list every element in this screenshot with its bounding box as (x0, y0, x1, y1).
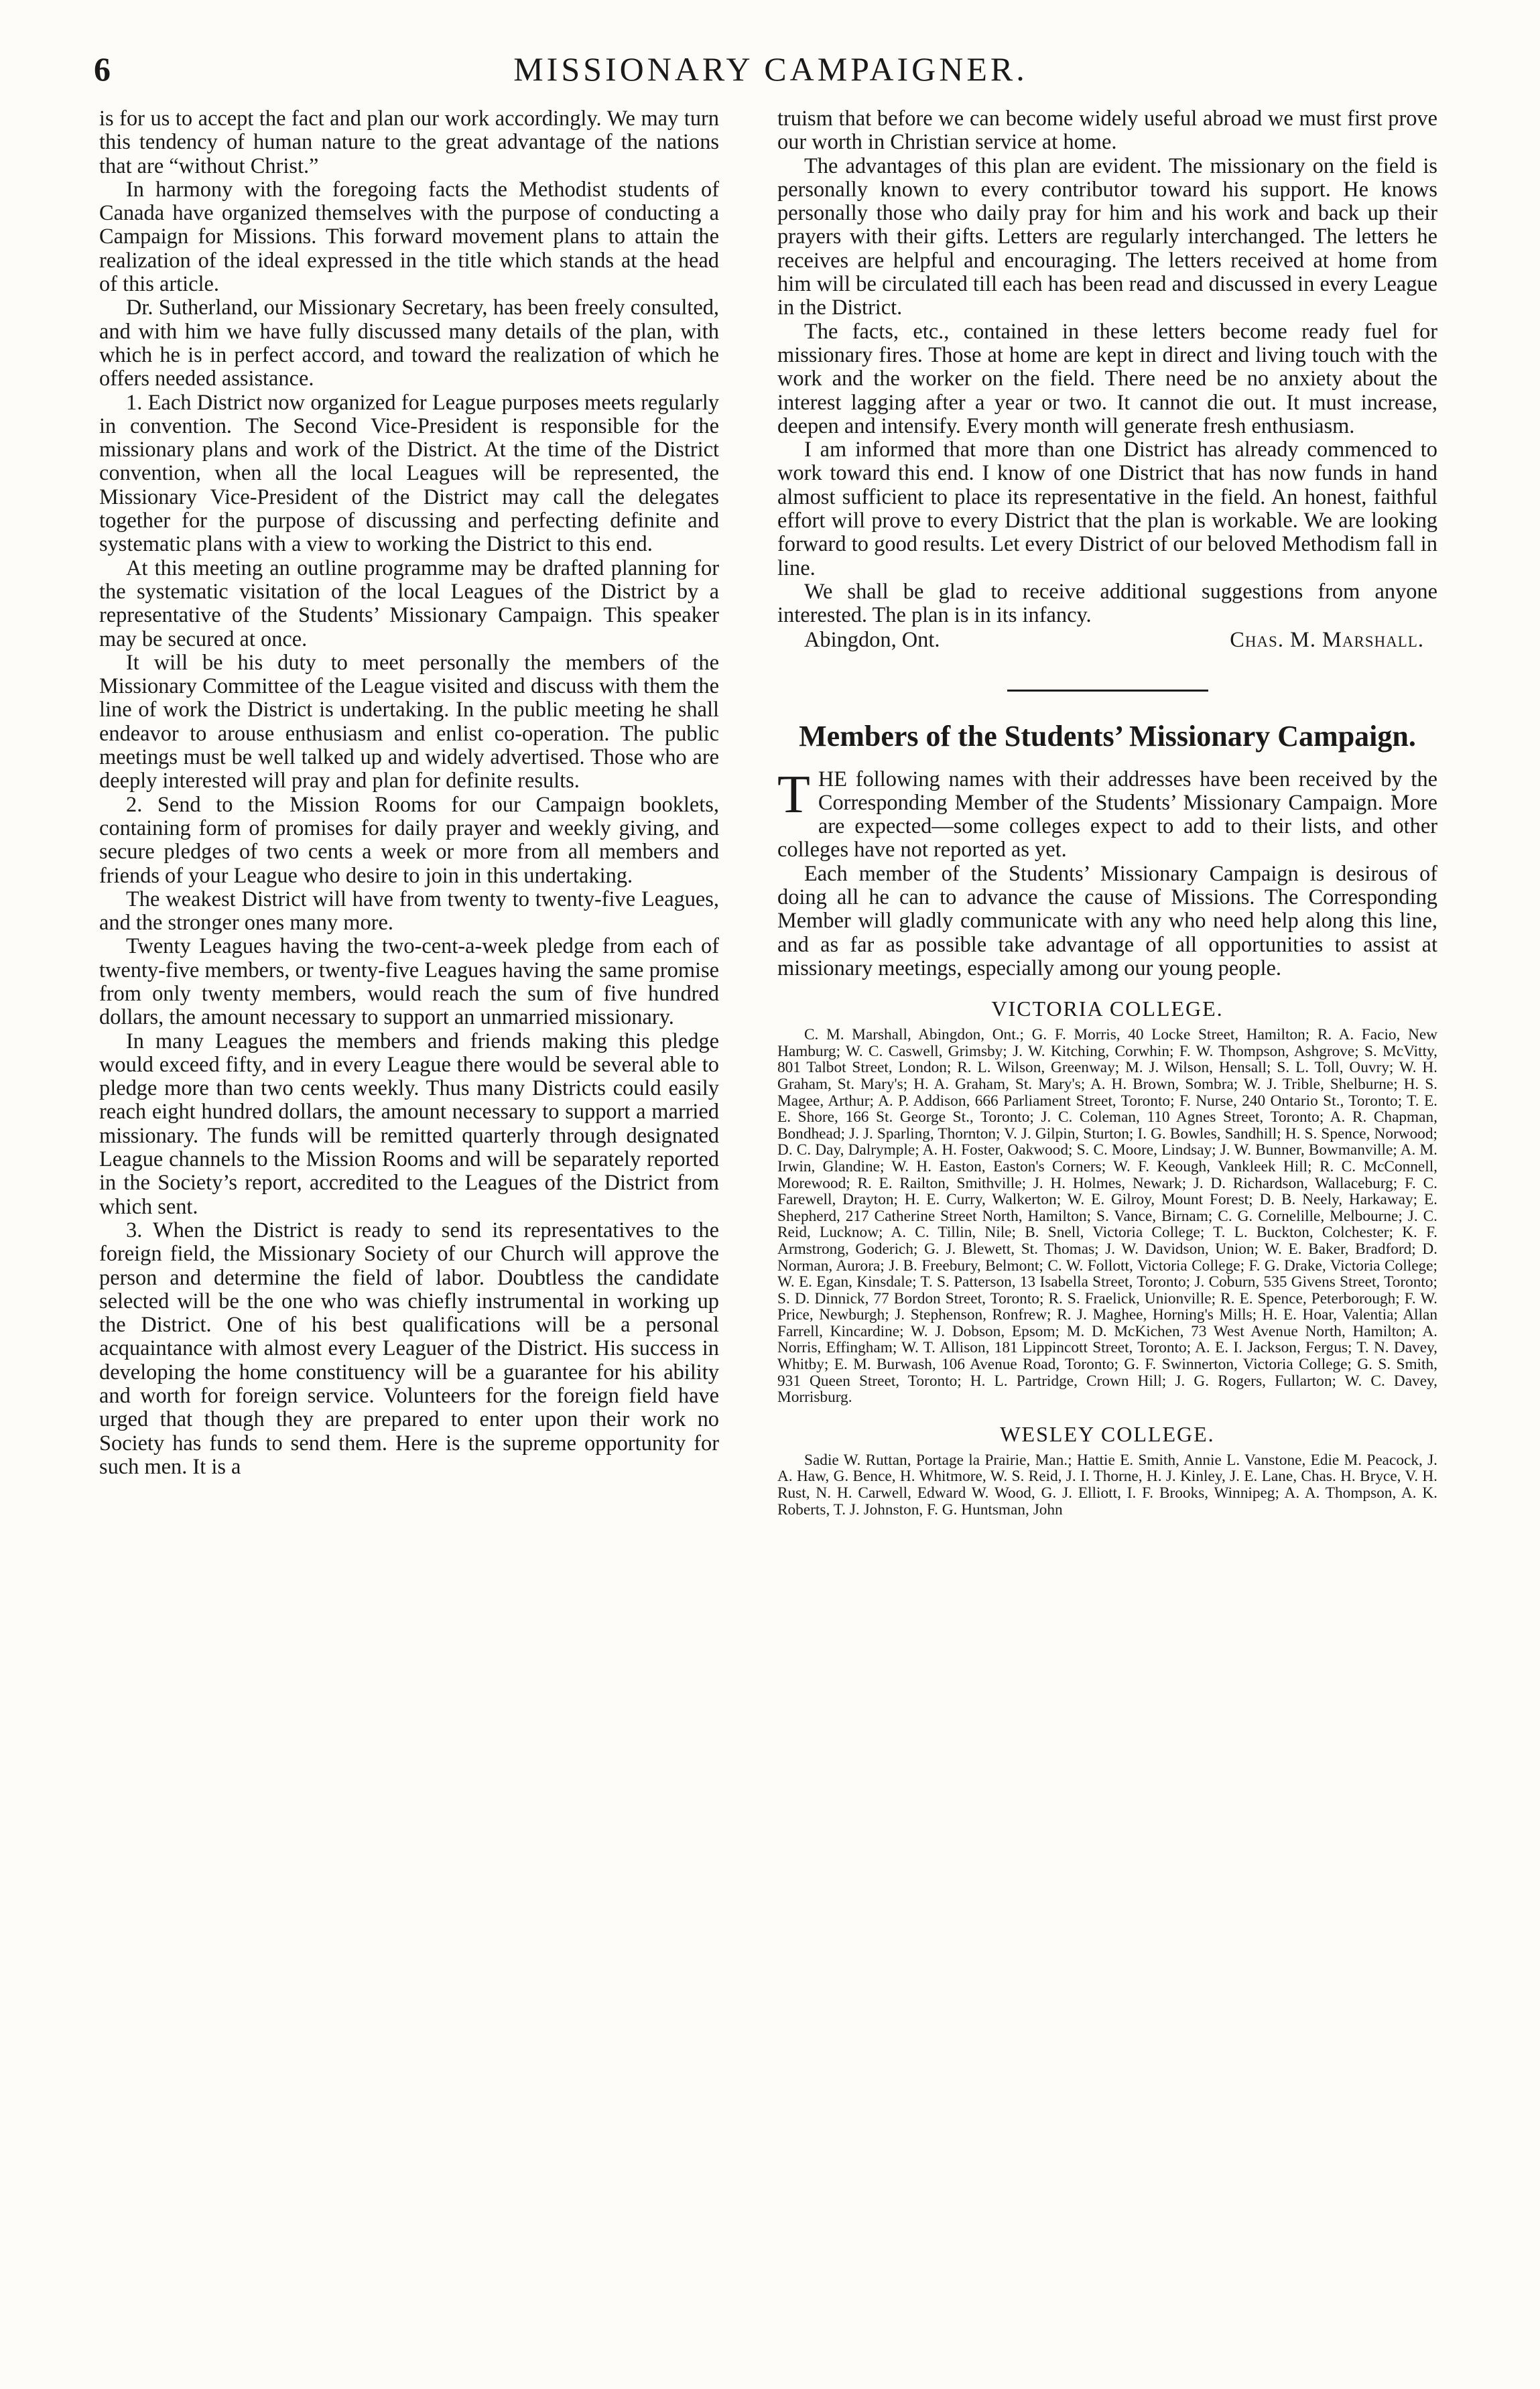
paragraph: 3. When the District is ready to send its representatives to the foreign field, the Missionary Society of our Church will approve the person and determine the field of labor. Doubtless the candidate selected will be the one who was chiefly instrumental in working up the District. One of his best qualifications will be a personal acquaintance with almost every Leaguer of the District. His success in developing the home constituency will be a guarantee for his ability and worth for foreign service. Volunteers for the foreign field have urged that though they are prepared to enter upon their work no Society has funds to send them. Here is the supreme opportunity for such men. It is a (99, 1218, 719, 1479)
intro-text: HE following names with their addresses have been received by the Corresponding Member of the Students’ Missionary Campaign. More are expected—some colleges expect to add to their lists, and other colleges have not reported as yet. (777, 767, 1437, 862)
paragraph: We shall be glad to receive additional suggestions from anyone interested. The plan is in its infancy. (777, 579, 1437, 628)
paragraph: 1. Each District now organized for League purposes meets regularly in convention. The Second Vice-President is responsible for the missionary plans and work of the District. At the time of the District convention, when all the local Leagues will be represented, the Missionary Vice-President of the District may call the delegates together for the purpose of discussing and perfecting definite and systematic plans with a view to working the District to this end. (99, 390, 719, 557)
paragraph: In harmony with the foregoing facts the Methodist students of Canada have organized themselves with the purpose of conducting a Campaign for Missions. This forward movement plans to attain the realization of the ideal expressed in the title which stands at the head of this article. (99, 177, 719, 297)
page-header (94, 50, 1448, 96)
signature-name: Chas. M. Marshall. (1230, 627, 1424, 652)
paragraph: Twenty Leagues having the two-cent-a-week pledge from each of twenty-five members, or twenty-five Leagues having the same promise from only twenty members, would reach the sum of five hundred dollars, the amount necessary to support an unmarried missionary. (99, 934, 719, 1030)
paragraph: I am informed that more than one District has already commenced to work toward this end. I know of one District that has now funds in hand almost sufficient to place its representative in the field. An honest, faithful effort will prove to every District that the plan is workable. We are looking forward to good results. Let every District of our beloved Methodism fall in line. (777, 438, 1437, 580)
intro-paragraph (777, 765, 1437, 862)
victoria-college-heading: VICTORIA COLLEGE. (991, 996, 1224, 1021)
paragraph: The advantages of this plan are evident. The missionary on the field is personally known to every contributor toward his support. He knows personally those who daily pray for him and his work and back up their prayers with their gifts. Letters are regularly interchanged. The letters he receives are helpful and encouraging. The letters received at home from him will be circulated till each has been read and discussed in every League in the District. (777, 153, 1437, 320)
paragraph: The facts, etc., contained in these letters become ready fuel for missionary fires. Those at home are kept in direct and living touch with the work and the worker on the field. There need be no anxiety about the interest lagging after a year or two. It cannot die out. It must increase, deepen and intensify. Every month will generate fresh enthusiasm. (777, 319, 1437, 438)
wesley-college-names: Sadie W. Ruttan, Portage la Prairie, Man.; Hattie E. Smith, Annie L. Vanstone, Edie M. Peacock, J. A. Haw, G. Bence, H. Whitmore, W. S. Reid, J. I. Thorne, H. J. Kinley, J. E. Lane, Chas. H. Bryce, V. H. Rust, N. H. Carwell, Edward W. Wood, G. J. Elliott, I. F. Brooks, Winnipeg; A. A. Thompson, A. K. Roberts, T. J. Johnston, F. G. Huntsman, John (777, 1451, 1437, 1519)
paragraph: is for us to accept the fact and plan our work accordingly. We may turn this tendency of human nature to the great advantage of the nations that are “without Christ.” (99, 107, 719, 178)
paragraph: In many Leagues the members and friends making this pledge would exceed fifty, and in every League there would be several able to pledge more than two cents weekly. Thus many Districts could easily reach eight hundred dollars, the amount necessary to support a married missionary. The funds will be remitted quarterly through designated League channels to the Mission Rooms and will be separately reported in the Society’s report, accredited to the Leagues of the District from which sent. (99, 1029, 719, 1219)
wesley-college-heading: WESLEY COLLEGE. (1000, 1421, 1215, 1446)
paragraph: 2. Send to the Mission Rooms for our Campaign booklets, containing form of promises for daily prayer and weekly giving, and secure pledges of two cents a week or more from all members and friends of your League who desire to join in this undertaking. (99, 792, 719, 888)
section-title: Members of the Students’ Missionary Campaign. (799, 719, 1416, 753)
running-title: MISSIONARY CAMPAIGNER. (513, 50, 1028, 88)
victoria-college-names: C. M. Marshall, Abingdon, Ont.; G. F. Morris, 40 Locke Street, Hamilton; R. A. Facio, New Hamburg; W. C. Caswell, Grimsby; J. W. Kitching, Corwhin; F. W. Thompson, Ashgrove; S. McVitty, 801 Talbot Street, London; R. L. Wilson, Greenway; M. J. Wilson, Hensall; S. L. Toll, Ouvry; W. H. Graham, St. Mary's; H. A. Graham, St. Mary's; A. H. Brown, Sombra; W. J. Trible, Shelburne; H. S. Magee, Arthur; A. P. Addison, 666 Parliament Street, Toronto; F. Nurse, 240 Ontario St., Toronto; T. E. E. Shore, 166 St. George St., Toronto; J. C. Coleman, 110 Agnes Street, Toronto; A. R. Chapman, Bondhead; J. J. Sparling, Thornton; V. J. Gilpin, Sturton; I. G. Bowles, Sandhill; H. S. Spence, Norwood; D. C. Day, Dalrymple; A. H. Foster, Oakwood; S. C. Moore, Lindsay; J. W. Bunner, Bowmanville; A. M. Irwin, Glandine; W. H. Easton, Easton's Corners; W. F. Keough, Vankleek Hill; R. C. McConnell, Morewood; R. E. Railton, Smithville; J. H. Holmes, Newark; J. D. Richardson, Wallaceburg; F. C. Farewell, Drayton; H. E. Curry, Walkerton; W. E. Gilroy, Mount Forest; D. B. Neely, Harkaway; E. Shepherd, 217 Catherine Street North, Hamilton; S. Vance, Birnam; C. G. Cornelille, Melbourne; J. C. Reid, Lucknow; A. C. Tillin, Nile; B. Snell, Victoria College; T. L. Buckton, Colchester; K. F. Armstrong, Goderich; G. J. Blewett, St. Thomas; J. W. Davidson, Union; W. E. Baker, Bradford; D. Norman, Aurora; J. B. Freebury, Belmont; C. W. Follott, Victoria College; F. G. Drake, Victoria College; W. E. Egan, Kinsdale; T. S. Patterson, 13 Isabella Street, Toronto; J. Coburn, 535 Givens Street, Toronto; S. D. Dinnick, 77 Bordon Street, Toronto; R. S. Fraelick, Unionville; R. E. Spence, Peterborough; F. W. Price, Newburgh; J. Stephenson, Ronfrew; R. J. Maghee, Horning's Mills; H. E. Hoar, Valentia; Allan Farrell, Kincardine; W. J. Dobson, Epsom; M. D. McKichen, 73 West Avenue North, Hamilton; A. Norris, Effingham; W. T. Allison, 181 Lippincott Street, Toronto; A. E. I. Jackson, Fergus; T. N. Davey, Whitby; E. M. Burwash, 106 Avenue Road, Toronto; G. F. Swinnerton, Victoria College; G. S. Smith, 931 Queen Street, Toronto; H. L. Partridge, Crown Hill; J. G. Rogers, Fullarton; W. C. Davey, Morrisburg. (777, 1026, 1437, 1407)
signature (777, 628, 1437, 652)
paragraph: It will be his duty to meet personally the members of the Missionary Committee of the League visited and discuss with them the line of work the District is undertaking. In the public meeting he shall endeavor to arouse enthusiasm and enlist co-operation. The public meetings must be well talked up and widely advertised. Those who are deeply interested will pray and plan for definite results. (99, 650, 719, 793)
paragraph: The weakest District will have from twenty to twenty-five Leagues, and the stronger ones many more. (99, 887, 719, 935)
right-column (777, 107, 1437, 2362)
left-column (99, 107, 719, 2362)
section-divider (1007, 690, 1208, 692)
signature-place: Abingdon, Ont. (804, 627, 940, 652)
paragraph: Dr. Sutherland, our Missionary Secretary, has been freely consulted, and with him we have fully discussed many details of the plan, with which he is in perfect accord, and toward the realization of which he offers needed assistance. (99, 296, 719, 391)
paragraph: At this meeting an outline programme may be drafted planning for the systematic visitation of the local Leagues of the District by a representative of the Students’ Missionary Campaign. This speaker may be secured at once. (99, 556, 719, 651)
paragraph: Each member of the Students’ Missionary Campaign is desirous of doing all he can to advance the cause of Missions. The Corresponding Member will gladly communicate with any who need help along this line, and as far as possible take advantage of all opportunities to assist at missionary meetings, especially among our young people. (777, 861, 1437, 980)
drop-cap: T (777, 765, 810, 824)
paragraph: truism that before we can become widely useful abroad we must first prove our worth in Christian service at home. (777, 107, 1437, 155)
page-number: 6 (94, 50, 112, 88)
